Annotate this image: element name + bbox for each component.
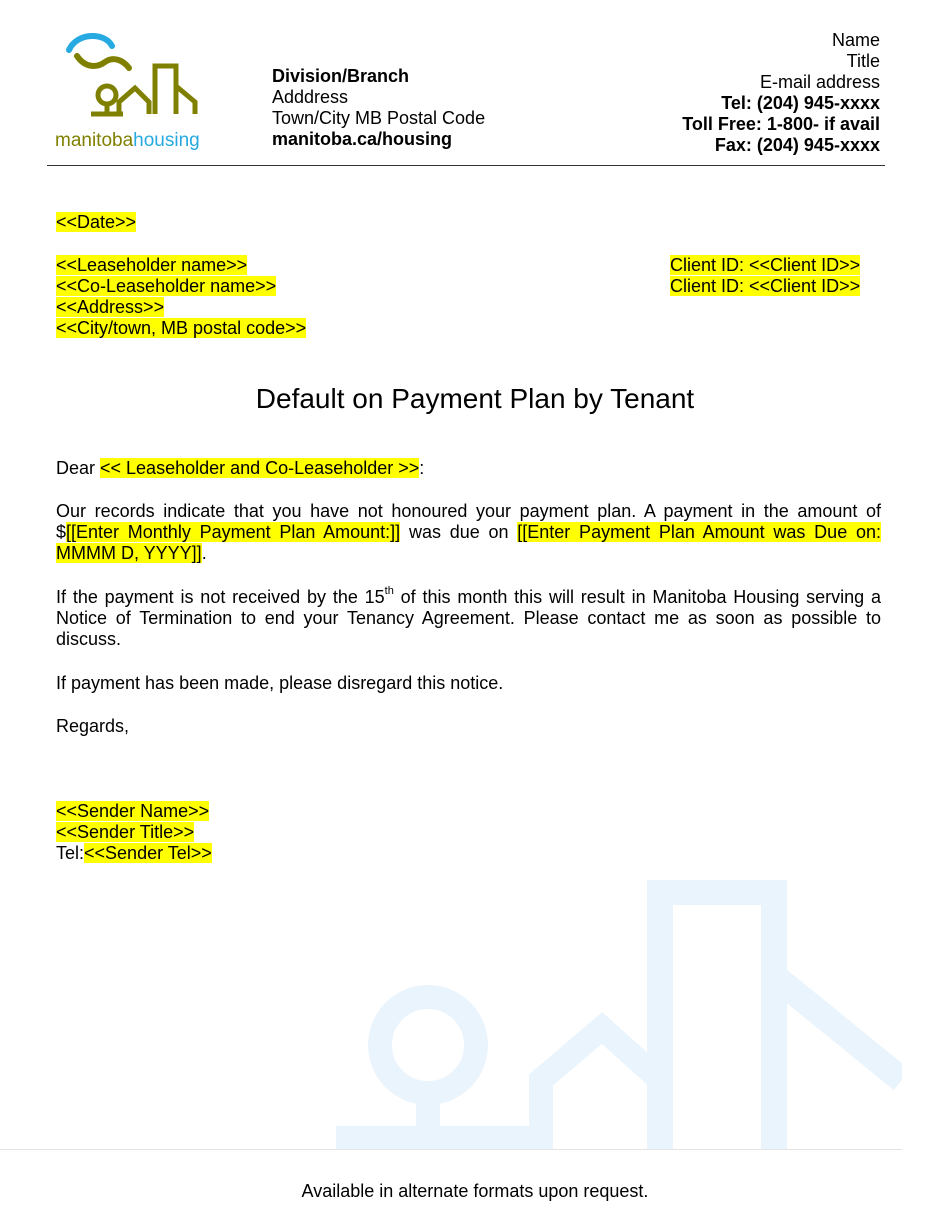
due-date-field[interactable]: [[Enter Payment Plan Amount was Due on: MMMM D, YYYY]] xyxy=(56,522,881,563)
manitoba-housing-logo xyxy=(55,28,215,154)
letter-date xyxy=(56,212,136,233)
closing: Regards, xyxy=(56,716,130,736)
contact-toll-free: Toll Free: 1-800- if avail xyxy=(682,114,880,134)
salutation xyxy=(56,458,424,479)
paragraph-disregard: If payment has been made, please disregard this notice. xyxy=(56,673,504,693)
paragraph-payment-status xyxy=(56,501,881,564)
para1-text: Our records indicate that you have not honoured your payment plan. A payment in the amount of $ xyxy=(56,501,881,542)
salutation-suffix: : xyxy=(419,458,425,478)
division-town: Town/City MB Postal Code xyxy=(272,108,486,128)
city-field[interactable]: <<City/town, MB postal code>> xyxy=(56,318,307,338)
logo-mark xyxy=(55,28,215,154)
amount-field[interactable]: [[Enter Monthly Payment Plan Amount:]] xyxy=(66,522,401,542)
logo-wordmark: manitobahousing xyxy=(55,130,200,151)
para2-text: of this month this will result in Manitoba Housing serving a Notice of Termination to end your Tenancy Agreement. Please contact me as soon as possible to discuss. xyxy=(56,587,881,649)
salutation-name-field[interactable]: << Leaseholder and Co-Leaseholder >> xyxy=(100,458,420,478)
contact-email: E-mail address xyxy=(759,72,880,92)
contact-fax: Fax: (204) 945-xxxx xyxy=(714,135,880,155)
header-divider xyxy=(47,165,885,166)
division-block xyxy=(272,66,485,150)
signature-block xyxy=(56,801,212,864)
sender-tel-label: Tel: xyxy=(56,843,85,863)
contact-name: Name xyxy=(831,30,880,50)
client-id-field[interactable]: Client ID: <<Client ID>> xyxy=(670,276,861,296)
client-id-field[interactable]: Client ID: <<Client ID>> xyxy=(670,255,861,275)
footer-divider xyxy=(0,1149,902,1150)
division-address: Adddress xyxy=(272,87,349,107)
para2-text: If the payment is not received by the 15 xyxy=(56,587,385,607)
date-field[interactable]: <<Date>> xyxy=(56,212,137,232)
division-name: Division/Branch xyxy=(272,66,410,86)
contact-title: Title xyxy=(846,51,880,71)
salutation-prefix: Dear xyxy=(56,458,101,478)
sender-tel-field[interactable]: <<Sender Tel>> xyxy=(84,843,212,863)
recipient-block xyxy=(56,255,306,339)
contact-tel: Tel: (204) 945-xxxx xyxy=(721,93,880,113)
para1-text: . xyxy=(201,543,207,563)
para1-text: was due on xyxy=(400,522,518,542)
contact-block xyxy=(682,30,880,156)
footer-note: Available in alternate formats upon request. xyxy=(301,1181,649,1201)
leaseholder-field[interactable]: <<Leaseholder name>> xyxy=(56,255,248,275)
ordinal-suffix: th xyxy=(384,585,394,597)
client-id-block xyxy=(670,255,860,297)
website-link[interactable]: manitoba.ca/housing xyxy=(272,129,453,149)
letter-subject: Default on Payment Plan by Tenant xyxy=(255,383,695,414)
sender-title-field[interactable]: <<Sender Title>> xyxy=(56,822,195,842)
address-field[interactable]: <<Address>> xyxy=(56,297,165,317)
co-leaseholder-field[interactable]: <<Co-Leaseholder name>> xyxy=(56,276,277,296)
logo-watermark xyxy=(336,880,902,1150)
watermark-graphic xyxy=(336,880,902,1150)
paragraph-termination-notice xyxy=(56,587,881,650)
sender-name-field[interactable]: <<Sender Name>> xyxy=(56,801,210,821)
